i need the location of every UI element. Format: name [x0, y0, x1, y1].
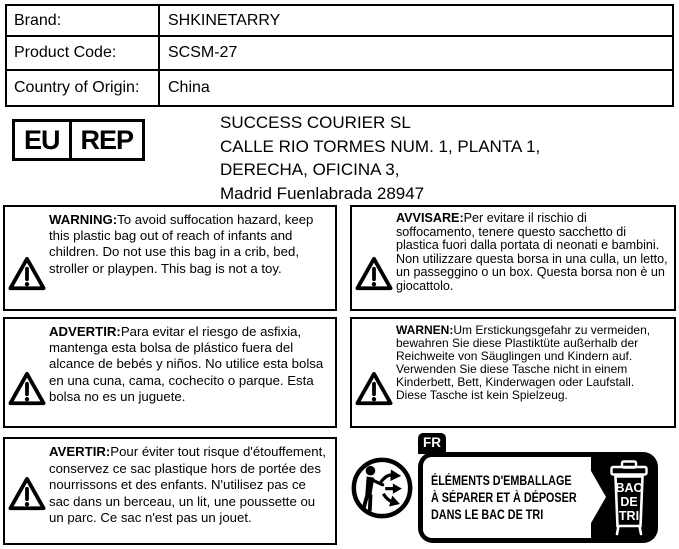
warning-box-spanish: [3, 317, 337, 428]
bin-text: BAC: [615, 481, 643, 495]
warning-text: Um Erstickungsgefahr zu vermeiden, bewahren Sie diese Plastiktüte außerhalb der Reichweite von Säuglingen und Kindern auf. Verwenden Sie diese Tasche nicht in einem Kinderbett, Bett, Kinderwagen oder Laufstall. Diese Tasche ist kein Spielzeug.: [396, 323, 651, 402]
warning-paragraph: [395, 319, 674, 426]
warning-paragraph: [48, 439, 335, 543]
banner-text-line: À SÉPARER ET À DÉPOSER: [431, 490, 577, 505]
eu-rep-right: REP: [80, 124, 134, 155]
eu-rep-address: [220, 111, 540, 205]
product-info-table: [5, 4, 674, 107]
warning-box-french: [3, 437, 337, 545]
bin-text: DE: [620, 495, 638, 509]
row-label: Brand:: [7, 6, 160, 35]
warning-text: To avoid suffocation hazard, keep this plastic bag out of reach of infants and children. Do not use this bag in a crib, bed, stroller or playpen. This bag is not a toy.: [49, 212, 314, 276]
warning-heading: WARNEN:: [396, 323, 454, 337]
warning-triangle-icon: [5, 319, 48, 426]
warning-text: Pour éviter tout risque d'étouffement, conservez ce sac plastique hors de portée des nourrissons et des enfants. N'utilisez pas ce sac dans un berceau, un lit, une poussette ou un parc. Ce sac n'est pas un jouet.: [49, 444, 326, 525]
banner-text-line: ÉLÉMENTS D'EMBALLAGE: [431, 473, 572, 488]
warning-heading: ADVERTIR:: [49, 324, 121, 339]
warning-triangle-icon: [5, 207, 48, 309]
bin-text: TRI: [618, 509, 640, 523]
eu-rep-left: EU: [15, 122, 72, 158]
row-value: China: [168, 79, 210, 96]
row-label: Product Code:: [7, 37, 160, 69]
triman-recycle-icon: [350, 455, 414, 521]
warning-triangle-icon: [5, 439, 48, 543]
warning-heading: AVERTIR:: [49, 444, 111, 459]
fr-country-tag: FR: [418, 433, 446, 454]
warning-heading: WARNING:: [49, 212, 118, 227]
recycling-banner: [418, 435, 658, 543]
warning-paragraph: [48, 319, 335, 426]
recycling-label: [348, 430, 676, 546]
address-line: CALLE RIO TORMES NUM. 1, PLANTA 1,: [220, 136, 541, 156]
banner-arrow: [583, 457, 606, 537]
recycling-banner-text: [423, 457, 591, 538]
table-row: [7, 35, 672, 69]
table-row: [7, 6, 672, 35]
table-row: [7, 69, 672, 105]
address-line: SUCCESS COURIER SL: [220, 113, 411, 132]
warning-box-german: [350, 317, 676, 428]
sorting-bin-icon: [606, 460, 652, 536]
banner-text-line: DANS LE BAC DE TRI: [431, 507, 544, 522]
address-line: Madrid Fuenlabrada 28947: [220, 183, 425, 203]
warning-text: Per evitare il rischio di soffocamento, tenere questo sacchetto di plastica fuori dalla portata di neonati e bambini. Non utilizzare questa borsa in una culla, un letto, un passeggino o un box. Questa borsa non è un giocattolo.: [396, 211, 668, 293]
warning-triangle-icon: [352, 207, 395, 309]
eu-rep-badge: [12, 119, 145, 161]
warning-paragraph: [48, 207, 335, 309]
row-label: Country of Origin:: [7, 71, 160, 105]
warning-heading: AVVISARE:: [396, 211, 464, 225]
warning-triangle-icon: [352, 319, 395, 426]
warning-box-italian: [350, 205, 676, 311]
row-value: SHKINETARRY: [168, 11, 281, 29]
warning-box-english: [3, 205, 337, 311]
warning-paragraph: [395, 207, 674, 309]
address-line: DERECHA, OFICINA 3,: [220, 160, 400, 179]
row-value: SCSM-27: [168, 44, 238, 61]
warning-text: Para evitar el riesgo de asfixia, mantenga esta bolsa de plástico fuera del alcance de bebés y niños. No utilice esta bolsa en una cuna, cama, cochecito o parque. Esta bolsa no es un juguete.: [49, 324, 324, 404]
